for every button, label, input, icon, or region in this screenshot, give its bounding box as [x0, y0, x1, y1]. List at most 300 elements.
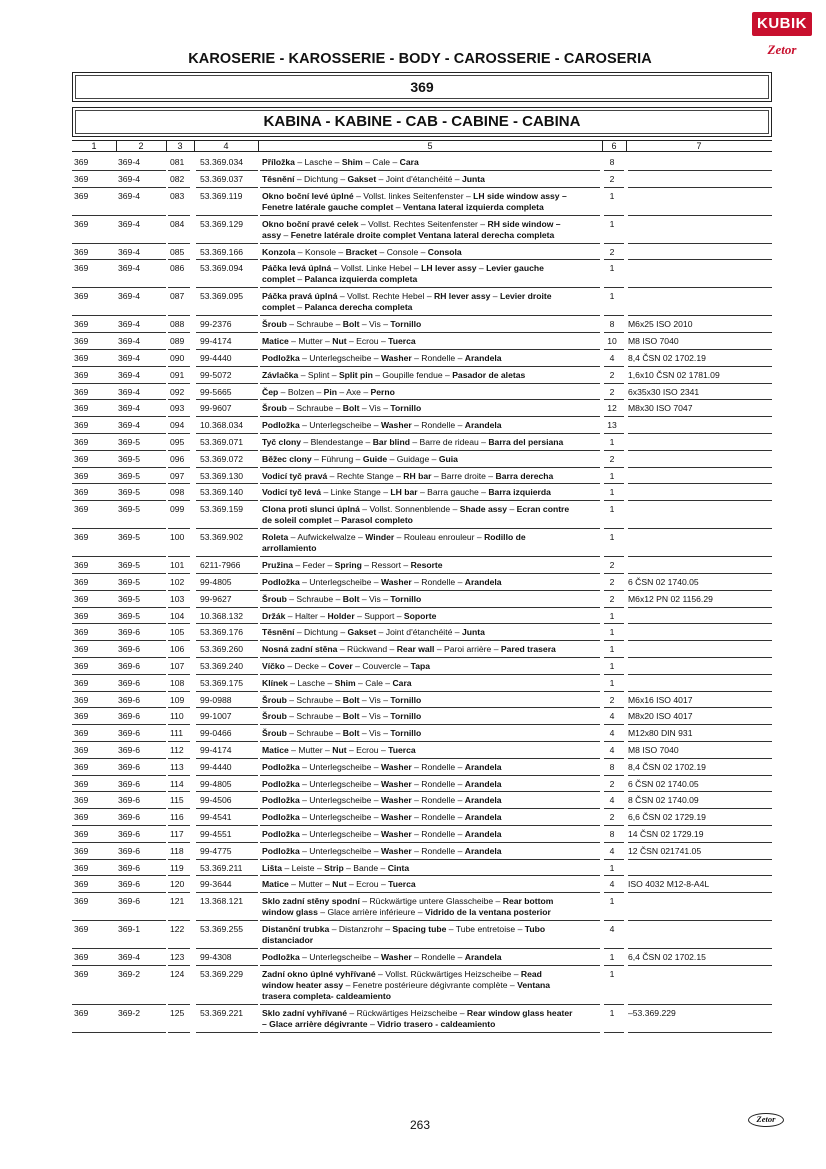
- description-line: Podložka – Unterlegscheibe – Washer – Rondelle – Arandela: [262, 828, 502, 839]
- description-cell: [262, 471, 598, 482]
- table-row: [72, 809, 772, 826]
- table-row: [72, 451, 772, 468]
- quantity-cell: 2: [609, 694, 615, 705]
- description-line: Sklo zadní vyhřívané – Rückwärtiges Heizscheibe – Rear window glass heater: [262, 1007, 573, 1018]
- description-line: Podložka – Unterlegscheibe – Washer – Rondelle – Arandela: [262, 352, 502, 363]
- description-line: Podložka – Unterlegscheibe – Washer – Rondelle – Arandela: [262, 952, 502, 963]
- description-line: complet – Palanca izquierda completa: [262, 274, 418, 285]
- description-line: Sklo zadní stěny spodní – Rückwärtige untere Glasscheibe – Rear bottom: [262, 896, 554, 907]
- position-cell: 115: [170, 795, 184, 806]
- description-line: Těsnění – Dichtung – Gakset – Joint d'étanchéité – Junta: [262, 627, 485, 638]
- part-group-cell: 369: [74, 778, 89, 789]
- part-number-cell: 99-4308: [200, 952, 232, 963]
- table-row: [72, 826, 772, 843]
- note-cell: 12 ČSN 021741.05: [628, 845, 702, 856]
- position-cell: 119: [170, 862, 184, 873]
- position-cell: 118: [170, 845, 184, 856]
- part-number-cell: 10.368.132: [200, 610, 244, 621]
- table-row: [72, 501, 772, 529]
- part-subgroup-cell: 369-2: [118, 968, 140, 979]
- description-line: Pružina – Feder – Spring – Ressort – Resorte: [262, 560, 443, 571]
- position-cell: 120: [170, 879, 185, 890]
- part-group-cell: 369: [74, 157, 89, 167]
- part-subgroup-cell: 369-6: [118, 795, 140, 806]
- description-line: Čep – Bolzen – Pin – Axe – Perno: [262, 386, 395, 397]
- quantity-cell: 2: [609, 246, 615, 257]
- row-underline: [196, 1032, 258, 1033]
- column-header-2: 2: [138, 141, 144, 151]
- position-cell: 116: [170, 812, 184, 823]
- table-row: [72, 966, 772, 1005]
- position-cell: 088: [170, 319, 185, 330]
- part-group-cell: 369: [74, 952, 89, 963]
- position-cell: 082: [170, 173, 185, 184]
- row-underline: [168, 1032, 190, 1033]
- position-cell: 094: [170, 420, 185, 431]
- table-row: [72, 434, 772, 451]
- quantity-cell: 4: [609, 795, 615, 806]
- note-cell: M6x25 ISO 2010: [628, 319, 693, 330]
- part-number-cell: 53.369.129: [200, 218, 244, 229]
- quantity-cell: 4: [609, 728, 615, 739]
- description-line: Distanční trubka – Distanzrohr – Spacing tube – Tube entretoise – Tubo: [262, 924, 546, 935]
- description-line: Šroub – Schraube – Bolt – Vis – Tornillo: [262, 711, 422, 722]
- description-cell: [262, 577, 598, 588]
- part-subgroup-cell: 369-6: [118, 845, 140, 856]
- table-row: [72, 557, 772, 574]
- position-cell: 109: [170, 694, 185, 705]
- quantity-cell: 1: [609, 263, 615, 274]
- position-cell: 090: [170, 352, 185, 363]
- part-group-cell: 369: [74, 504, 89, 515]
- part-number-cell: 53.369.094: [200, 263, 244, 274]
- part-number-cell: 99-3644: [200, 879, 232, 890]
- table-row: [72, 484, 772, 501]
- position-cell: 105: [170, 627, 185, 638]
- part-number-cell: 99-5665: [200, 386, 232, 397]
- part-number-cell: 53.369.130: [200, 470, 244, 481]
- table-row: [72, 417, 772, 434]
- parts-table: [72, 154, 772, 1033]
- position-cell: 107: [170, 660, 185, 671]
- position-cell: 125: [170, 1007, 185, 1018]
- description-line: Podložka – Unterlegscheibe – Washer – Rondelle – Arandela: [262, 778, 502, 789]
- description-line: Vodicí tyč levá – Linke Stange – LH bar – Barra gauche – Barra izquierda: [262, 487, 551, 498]
- part-subgroup-cell: 369-6: [118, 660, 140, 671]
- quantity-cell: 1: [609, 190, 615, 201]
- description-line: Roleta – Aufwickelwalze – Winder – Rouleau enrouleur – Rodillo de: [262, 532, 526, 543]
- position-cell: 102: [170, 576, 185, 587]
- part-subgroup-cell: 369-6: [118, 761, 140, 772]
- position-cell: 110: [170, 711, 184, 722]
- quantity-cell: 4: [609, 845, 615, 856]
- part-number-cell: 53.369.176: [200, 627, 244, 638]
- quantity-cell: 4: [609, 352, 615, 363]
- note-cell: 8,4 ČSN 02 1702.19: [628, 352, 706, 363]
- description-cell: [262, 594, 598, 605]
- part-number-cell: 99-1007: [200, 711, 232, 722]
- description-line: – Glace arrière dégivrante – Vidrio trasero - caldeamiento: [262, 1018, 496, 1029]
- column-header-5: 5: [427, 141, 433, 151]
- part-subgroup-cell: 369-6: [118, 879, 140, 890]
- position-cell: 117: [170, 828, 184, 839]
- quantity-cell: 1: [609, 660, 615, 671]
- quantity-cell: 1: [609, 1007, 615, 1018]
- quantity-cell: 4: [609, 711, 615, 722]
- description-line: Matice – Mutter – Nut – Ecrou – Tuerca: [262, 879, 416, 890]
- part-number-cell: 99-9627: [200, 593, 232, 604]
- part-number-cell: 99-4551: [200, 828, 232, 839]
- part-subgroup-cell: 369-4: [118, 319, 140, 330]
- table-row: [72, 316, 772, 333]
- description-line: Podložka – Unterlegscheibe – Washer – Rondelle – Arandela: [262, 795, 502, 806]
- table-row: [72, 529, 772, 557]
- description-cell: [262, 291, 598, 313]
- part-subgroup-cell: 369-4: [118, 403, 140, 414]
- quantity-cell: 1: [609, 896, 615, 907]
- part-number-cell: 53.369.221: [200, 1007, 244, 1018]
- part-subgroup-cell: 369-6: [118, 778, 140, 789]
- section-title: KABINA - KABINE - CAB - CABINE - CABINA: [72, 107, 772, 137]
- description-line: complet – Palanca derecha completa: [262, 302, 413, 313]
- description-line: trasera completa- caldeamiento: [262, 990, 391, 1001]
- description-line: Konzola – Konsole – Bracket – Console – Consola: [262, 246, 462, 257]
- description-line: window heater assy – Fenetre postérieure dégivrante complète – Ventana: [262, 979, 551, 990]
- part-number-cell: 99-4440: [200, 761, 232, 772]
- part-group-cell: 369: [74, 173, 89, 184]
- description-cell: [262, 454, 598, 465]
- part-number-cell: 53.369.260: [200, 644, 244, 655]
- part-group-cell: 369: [74, 403, 89, 414]
- part-group-cell: 369: [74, 532, 89, 543]
- position-cell: 095: [170, 436, 185, 447]
- description-line: Clona proti slunci úplná – Vollst. Sonnenblende – Shade assy – Ecran contre: [262, 504, 570, 515]
- quantity-cell: 1: [609, 862, 615, 873]
- description-cell: [262, 924, 598, 946]
- part-group-cell: 369: [74, 896, 89, 907]
- table-row: [72, 776, 772, 793]
- quantity-cell: 1: [609, 218, 615, 229]
- position-cell: 089: [170, 336, 185, 347]
- description-cell: [262, 863, 598, 874]
- part-group-cell: 369: [74, 644, 89, 655]
- part-group-cell: 369: [74, 1007, 89, 1018]
- part-group-cell: 369: [74, 352, 89, 363]
- description-cell: [262, 779, 598, 790]
- part-number-cell: 53.369.175: [200, 677, 244, 688]
- description-cell: [262, 762, 598, 773]
- quantity-cell: 4: [609, 744, 615, 755]
- part-number-cell: 6211-7966: [200, 560, 241, 571]
- description-cell: [262, 611, 598, 622]
- part-number-cell: 53.369.037: [200, 173, 244, 184]
- note-cell: 6 ČSN 02 1740.05: [628, 778, 699, 789]
- table-row: [72, 641, 772, 658]
- description-cell: [262, 695, 598, 706]
- table-row: [72, 658, 772, 675]
- position-cell: 097: [170, 470, 185, 481]
- position-cell: 091: [170, 369, 185, 380]
- description-line: Okno boční pravé celek – Vollst. Rechtes Seitenfenster – RH side window –: [262, 218, 561, 229]
- part-subgroup-cell: 369-6: [118, 677, 140, 688]
- zetor-logo-text: Zetor: [767, 42, 797, 57]
- description-line: distanciador: [262, 935, 314, 946]
- part-group-cell: 369: [74, 291, 89, 302]
- part-subgroup-cell: 369-4: [118, 386, 140, 397]
- position-cell: 123: [170, 952, 185, 963]
- part-group-cell: 369: [74, 711, 89, 722]
- part-subgroup-cell: 369-4: [118, 157, 140, 167]
- part-subgroup-cell: 369-4: [118, 952, 140, 963]
- table-row: [72, 921, 772, 949]
- quantity-cell: 4: [609, 879, 615, 890]
- table-row: [72, 608, 772, 625]
- description-cell: [262, 627, 598, 638]
- description-line: de soleil complet – Parasol completo: [262, 515, 413, 526]
- table-row: [72, 468, 772, 485]
- row-underline: [72, 1032, 166, 1033]
- note-cell: 8 ČSN 02 1740.09: [628, 795, 699, 806]
- position-cell: 100: [170, 532, 185, 543]
- quantity-cell: 1: [609, 291, 615, 302]
- part-group-cell: 369: [74, 576, 89, 587]
- description-line: Šroub – Schraube – Bolt – Vis – Tornillo: [262, 593, 422, 604]
- part-group-cell: 369: [74, 319, 89, 330]
- row-underline: [260, 1032, 600, 1033]
- description-cell: [262, 678, 598, 689]
- position-cell: 124: [170, 968, 185, 979]
- note-cell: M6x12 PN 02 1156.29: [628, 593, 713, 604]
- part-subgroup-cell: 369-5: [118, 436, 140, 447]
- part-number-cell: 53.369.140: [200, 487, 244, 498]
- part-number-cell: 53.369.034: [200, 157, 244, 167]
- description-line: Šroub – Schraube – Bolt – Vis – Tornillo: [262, 319, 422, 330]
- part-group-cell: 369: [74, 487, 89, 498]
- position-cell: 114: [170, 778, 184, 789]
- part-subgroup-cell: 369-4: [118, 263, 140, 274]
- column-header-4: 4: [223, 141, 229, 151]
- part-number-cell: 99-0988: [200, 694, 232, 705]
- description-cell: [262, 728, 598, 739]
- table-row: [72, 759, 772, 776]
- position-cell: 113: [170, 761, 184, 772]
- quantity-cell: 8: [609, 319, 615, 330]
- note-cell: 6x35x30 ISO 2341: [628, 386, 700, 397]
- description-line: Podložka – Unterlegscheibe – Washer – Rondelle – Arandela: [262, 845, 502, 856]
- table-row: [72, 367, 772, 384]
- group-number: 369: [72, 72, 772, 102]
- table-row: [72, 400, 772, 417]
- part-number-cell: 10.368.034: [200, 420, 244, 431]
- part-number-cell: 53.369.119: [200, 190, 243, 201]
- description-cell: [262, 437, 598, 448]
- description-line: Matice – Mutter – Nut – Ecrou – Tuerca: [262, 744, 416, 755]
- description-cell: [262, 795, 598, 806]
- part-number-cell: 99-4775: [200, 845, 232, 856]
- description-cell: [262, 745, 598, 756]
- note-cell: –53.369.229: [628, 1007, 676, 1018]
- position-cell: 083: [170, 190, 185, 201]
- position-cell: 093: [170, 403, 185, 414]
- table-row: [72, 876, 772, 893]
- quantity-cell: 2: [609, 453, 615, 464]
- part-subgroup-cell: 369-4: [118, 336, 140, 347]
- position-cell: 099: [170, 504, 185, 515]
- part-group-cell: 369: [74, 560, 89, 571]
- part-subgroup-cell: 369-5: [118, 470, 140, 481]
- description-line: Tyč clony – Blendestange – Bar blind – Barre de rideau – Barra del persiana: [262, 436, 564, 447]
- description-cell: [262, 353, 598, 364]
- position-cell: 104: [170, 610, 185, 621]
- part-group-cell: 369: [74, 677, 89, 688]
- part-subgroup-cell: 369-5: [118, 487, 140, 498]
- part-number-cell: 53.369.240: [200, 660, 244, 671]
- table-row: [72, 384, 772, 401]
- note-cell: 1,6x10 ČSN 02 1781.09: [628, 369, 720, 380]
- page-number: 263: [409, 1118, 431, 1132]
- part-group-cell: 369: [74, 336, 89, 347]
- part-subgroup-cell: 369-4: [118, 173, 140, 184]
- quantity-cell: 2: [609, 173, 615, 184]
- description-line: Matice – Mutter – Nut – Ecrou – Tuerca: [262, 336, 416, 347]
- note-cell: ISO 4032 M12-8-A4L: [628, 879, 710, 890]
- position-cell: 084: [170, 218, 185, 229]
- table-row: [72, 288, 772, 316]
- description-cell: [262, 661, 598, 672]
- table-row: [72, 893, 772, 921]
- part-number-cell: 99-2376: [200, 319, 232, 330]
- row-underline: [628, 1032, 772, 1033]
- part-subgroup-cell: 369-6: [118, 828, 140, 839]
- kubik-logo-text: KUBIK: [752, 12, 812, 36]
- quantity-cell: 2: [609, 560, 615, 571]
- part-number-cell: 53.369.229: [200, 968, 244, 979]
- description-cell: [262, 846, 598, 857]
- description-cell: [262, 711, 598, 722]
- description-cell: [262, 370, 598, 381]
- part-number-cell: 99-9607: [200, 403, 232, 414]
- description-line: Šroub – Schraube – Bolt – Vis – Tornillo: [262, 403, 422, 414]
- position-cell: 092: [170, 386, 185, 397]
- description-line: Lišta – Leiste – Strip – Bande – Cinta: [262, 862, 410, 873]
- part-group-cell: 369: [74, 436, 89, 447]
- description-line: Páčka pravá úplná – Vollst. Rechte Hebel – RH lever assy – Levier droite: [262, 291, 552, 302]
- description-cell: [262, 879, 598, 890]
- part-group-cell: 369: [74, 218, 89, 229]
- position-cell: 112: [170, 744, 184, 755]
- description-line: Šroub – Schraube – Bolt – Vis – Tornillo: [262, 728, 422, 739]
- part-subgroup-cell: 369-6: [118, 728, 140, 739]
- position-cell: 086: [170, 263, 185, 274]
- table-row: [72, 171, 772, 188]
- description-cell: [262, 336, 598, 347]
- part-group-cell: 369: [74, 386, 89, 397]
- zetor-footer-logo: Zetor: [748, 1113, 784, 1127]
- description-cell: [262, 174, 598, 185]
- part-group-cell: 369: [74, 812, 89, 823]
- position-cell: 087: [170, 291, 185, 302]
- part-subgroup-cell: 369-4: [118, 218, 140, 229]
- part-number-cell: 99-0466: [200, 728, 232, 739]
- part-subgroup-cell: 369-6: [118, 862, 140, 873]
- part-group-cell: 369: [74, 369, 89, 380]
- column-header-6: 6: [611, 141, 617, 151]
- description-line: Příložka – Lasche – Shim – Cale – Cara: [262, 157, 419, 167]
- part-number-cell: 99-4440: [200, 352, 232, 363]
- part-number-cell: 53.369.902: [200, 532, 244, 543]
- quantity-cell: 2: [609, 369, 615, 380]
- part-subgroup-cell: 369-6: [118, 812, 140, 823]
- quantity-cell: 1: [609, 610, 615, 621]
- table-row: [72, 792, 772, 809]
- description-line: Páčka levá úplná – Vollst. Linke Hebel – LH lever assy – Levier gauche: [262, 263, 544, 274]
- part-subgroup-cell: 369-5: [118, 593, 140, 604]
- part-group-cell: 369: [74, 845, 89, 856]
- table-row: [72, 675, 772, 692]
- part-subgroup-cell: 369-4: [118, 352, 140, 363]
- description-cell: [262, 896, 598, 918]
- note-cell: M6x16 ISO 4017: [628, 694, 693, 705]
- part-subgroup-cell: 369-6: [118, 744, 140, 755]
- quantity-cell: 1: [609, 532, 615, 543]
- description-line: assy – Fenetre latérale droite complet Ventana lateral derecha completa: [262, 229, 555, 240]
- table-row: [72, 624, 772, 641]
- quantity-cell: 1: [609, 644, 615, 655]
- quantity-cell: 1: [609, 436, 615, 447]
- position-cell: 098: [170, 487, 185, 498]
- table-row: [72, 216, 772, 244]
- part-subgroup-cell: 369-4: [118, 291, 140, 302]
- part-group-cell: 369: [74, 246, 89, 257]
- part-group-cell: 369: [74, 795, 89, 806]
- part-subgroup-cell: 369-6: [118, 711, 140, 722]
- description-cell: [262, 263, 598, 285]
- part-number-cell: 53.369.166: [200, 246, 244, 257]
- description-line: Běžec clony – Führung – Guide – Guidage – Guia: [262, 453, 458, 464]
- quantity-cell: 2: [609, 778, 615, 789]
- description-cell: [262, 560, 598, 571]
- position-cell: 081: [170, 157, 185, 167]
- table-row: [72, 350, 772, 367]
- quantity-cell: 4: [609, 924, 615, 935]
- part-number-cell: 53.369.159: [200, 504, 244, 515]
- part-number-cell: 99-4805: [200, 778, 232, 789]
- part-subgroup-cell: 369-2: [118, 1007, 140, 1018]
- table-row: [72, 188, 772, 216]
- row-underline: [604, 1032, 624, 1033]
- table-row: [72, 860, 772, 877]
- description-line: Podložka – Unterlegscheibe – Washer – Rondelle – Arandela: [262, 420, 502, 431]
- description-cell: [262, 157, 598, 168]
- description-line: arrollamiento: [262, 543, 317, 554]
- position-cell: 096: [170, 453, 185, 464]
- description-line: Závlačka – Splint – Split pin – Goupille fendue – Pasador de aletas: [262, 369, 526, 380]
- table-row: [72, 154, 772, 171]
- part-subgroup-cell: 369-5: [118, 576, 140, 587]
- part-group-cell: 369: [74, 420, 89, 431]
- note-cell: 6,6 ČSN 02 1729.19: [628, 812, 706, 823]
- part-number-cell: 99-5072: [200, 369, 232, 380]
- quantity-cell: 10: [607, 336, 617, 347]
- description-cell: [262, 829, 598, 840]
- part-number-cell: 53.369.255: [200, 924, 244, 935]
- part-subgroup-cell: 369-5: [118, 610, 140, 621]
- quantity-cell: 2: [609, 593, 615, 604]
- description-cell: [262, 952, 598, 963]
- table-row: [72, 742, 772, 759]
- quantity-cell: 1: [609, 470, 615, 481]
- description-cell: [262, 644, 598, 655]
